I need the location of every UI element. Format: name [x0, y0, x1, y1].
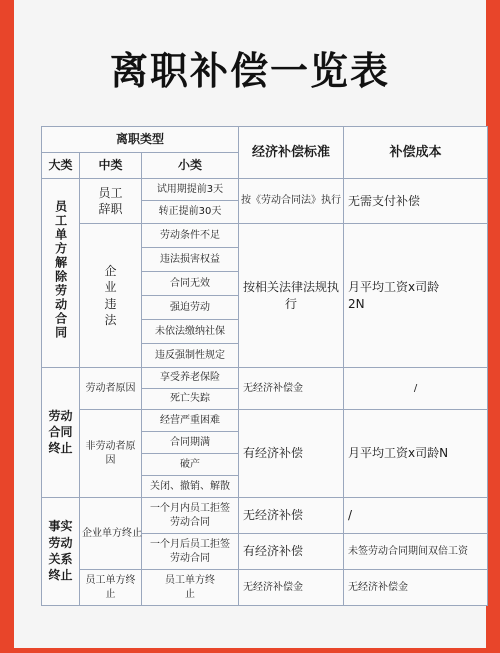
compensation-table	[41, 126, 488, 606]
mid-category-label: 员工单方终止	[85, 575, 136, 600]
standard-cell: 按相关法律法规执行	[239, 224, 344, 368]
mid-category-cell	[80, 570, 142, 606]
sub-category-cell: 违反强制性规定	[142, 344, 239, 368]
category-label: 事实劳动关系终止	[48, 519, 73, 582]
mid-category-label: 企业单方终止	[82, 527, 142, 539]
mid-category-cell	[80, 410, 142, 498]
sub-category-cell: 劳动条件不足	[142, 224, 239, 248]
header-cost: 补偿成本	[344, 127, 488, 179]
mid-category-label: 员工辞职	[98, 185, 123, 216]
cost-label: 月平均工资x司龄2N	[348, 280, 440, 311]
mid-category-label: 企业违法	[104, 264, 117, 327]
mid-category-cell	[80, 179, 142, 224]
category-cell	[42, 179, 80, 368]
mid-category-cell: 劳动者原因	[80, 368, 142, 410]
sub-category-cell: 违法损害权益	[142, 248, 239, 272]
sub-category-cell: 合同期满	[142, 432, 239, 454]
sub-category-label: 一个月内员工拒签劳动合同	[150, 503, 230, 528]
sub-category-cell: 强迫劳动	[142, 296, 239, 320]
header-separation-type: 离职类型	[42, 127, 239, 153]
page-title: 离职补偿一览表	[109, 49, 390, 93]
cost-cell: /	[344, 368, 488, 410]
cost-cell	[344, 410, 488, 498]
standard-cell: 无经济补偿金	[239, 368, 344, 410]
sub-category-cell	[142, 534, 239, 570]
sub-category-label: 一个月后员工拒签劳动合同	[150, 539, 230, 564]
cost-label: 月平均工资x司龄N	[348, 446, 449, 461]
cost-cell: 无需支付补偿	[344, 179, 488, 224]
sub-category-cell: 破产	[142, 454, 239, 476]
sub-category-cell: 试用期提前3天	[142, 179, 239, 201]
mid-category-cell	[80, 498, 142, 570]
sub-category-cell	[142, 498, 239, 534]
sub-category-cell: 关闭、撤销、解散	[142, 476, 239, 498]
standard-cell: 无经济补偿	[239, 498, 344, 534]
sub-category-cell: 死亡失踪	[142, 389, 239, 410]
cost-cell: 无经济补偿金	[344, 570, 488, 606]
category-cell	[42, 498, 80, 606]
standard-cell: 有经济补偿	[239, 534, 344, 570]
sub-category-cell: 经营严重困难	[142, 410, 239, 432]
sub-category-cell: 合同无效	[142, 272, 239, 296]
mid-category-cell	[80, 224, 142, 368]
sub-category-cell: 转正提前30天	[142, 201, 239, 224]
header-sub-category: 小类	[142, 153, 239, 179]
sub-category-cell: 未依法缴纳社保	[142, 320, 239, 344]
cost-cell	[344, 224, 488, 368]
standard-cell: 有经济补偿	[239, 410, 344, 498]
header-mid-category: 中类	[80, 153, 142, 179]
category-label: 劳动合同终止	[48, 408, 73, 455]
sub-category-cell	[142, 570, 239, 606]
category-label: 员工单方解除劳动合同	[53, 200, 68, 341]
standard-cell: 按《劳动合同法》执行	[239, 179, 344, 224]
sub-category-cell: 享受养老保险	[142, 368, 239, 389]
cost-cell: /	[344, 498, 488, 534]
cost-cell: 未签劳动合同期间双倍工资	[344, 534, 488, 570]
sub-category-label: 员工单方终止	[165, 575, 215, 600]
header-standard: 经济补偿标准	[239, 127, 344, 179]
standard-cell: 无经济补偿金	[239, 570, 344, 606]
header-big-category: 大类	[42, 153, 80, 179]
category-cell	[42, 368, 80, 498]
mid-category-label: 非劳动者原因	[85, 441, 136, 466]
